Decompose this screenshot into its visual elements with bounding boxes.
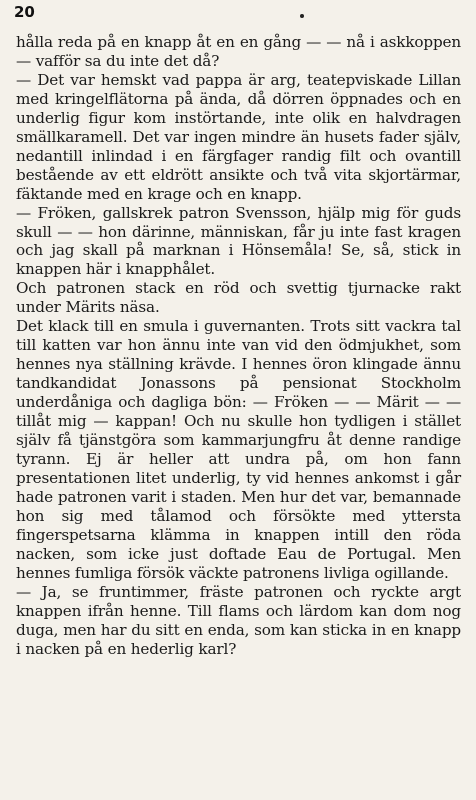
paragraph: — Det var hemskt vad pappa är arg, teatерviskade Lillan med kringelflätorna på ända, då dörren öppnades och en underlig figur kom instörtande, inte olik en halvdragen smällkaramell. Det var ingen mindre än husets fader själv, nedantill inlindad i en färgfager randig filt och ovantill bestående av ett eldrött ansikte och två vita skjortärmar, fäktande med en krage och en knapp. bbox=[16, 70, 461, 203]
page-number: 20 bbox=[14, 3, 35, 21]
paragraph: Och patronen stack en röd och svettig tjurnacke rakt under Märits näsa. bbox=[16, 279, 461, 317]
print-mark-dot bbox=[300, 14, 304, 18]
paragraph: — Fröken, gallskrek patron Svensson, hjälp mig för guds skull — — hon därinne, människan, får ju inte fast kragen och jag skall på marknan i Hönsemåla! Se, så, stick in knappen här i knapphålet. bbox=[16, 203, 461, 279]
paragraph: Det klack till en smula i guvernanten. Trots sitt vackra tal till katten var hon ännu inte van vid den ödmjukhet, som hennes nya ställning krävde. I hennes öron klingade ännu tandkandidat Jonassons på pensionat Stockholm underdåniga och dagliga bön: — Fröken — — Märit — — tillåt mig — kappan! Och nu skulle hon tydligen i stället själv få tjänstgöra som kammarjungfru åt denne randige tyrann. Ej är heller att undra på, om hon fann presentationen litet underlig, ty vid hennes ankomst i går hade patronen varit i staden. Men hur det var, bemannade hon sig med tålamod och försökte med yttersta fingerspetsarna klämma in knappen intill den röda nacken, som icke just doftade Eau de Portugal. Men hennes fumliga försök väckte patronens livliga ogillande. bbox=[16, 317, 461, 582]
paragraph: hålla reda på en knapp åt en en gång — — nå i askkoppen — vafför sa du inte det då? bbox=[16, 33, 461, 70]
body-text bbox=[16, 33, 461, 658]
paragraph: — Ja, se fruntimmer, fräste patronen och ryckte argt knappen ifrån henne. Till flams och lärdom kan dom nog duga, men har du sitt en enda, som kan sticka in en knapp i nacken på en hederlig karl? bbox=[16, 582, 461, 658]
